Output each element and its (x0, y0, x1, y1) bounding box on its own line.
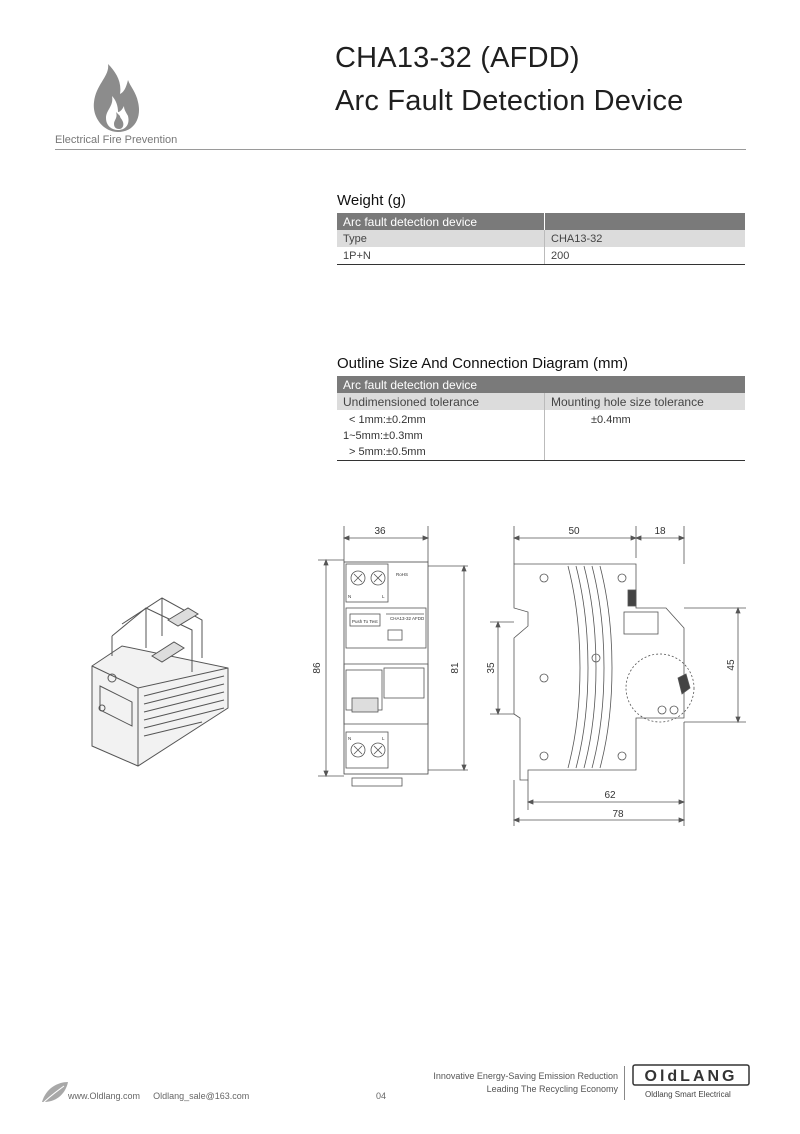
table-cell: Mounting hole size tolerance (545, 393, 746, 410)
dim-width: 36 (374, 526, 386, 537)
dim-left: 35 (486, 662, 497, 674)
weight-table (337, 213, 745, 265)
label-push-test: Push To Test (352, 619, 378, 624)
brand-logo (632, 1063, 750, 1092)
side-view-drawing (488, 518, 750, 830)
brand-subtitle: Oldlang Smart Electrical (645, 1090, 731, 1099)
footer-divider (624, 1066, 625, 1100)
label-n-top: N (348, 594, 352, 599)
outline-header-label: Arc fault detection device (337, 376, 745, 393)
outline-table (337, 376, 745, 461)
product-isometric-image (82, 596, 242, 768)
page-number: 04 (376, 1091, 387, 1101)
outline-section-title: Outline Size And Connection Diagram (mm) (337, 355, 628, 372)
label-n-bottom: N (348, 736, 352, 741)
dim-right: 45 (726, 659, 737, 671)
page-subtitle: Arc Fault Detection Device (335, 85, 684, 117)
dim-height-inner: 81 (450, 662, 461, 674)
table-row (337, 230, 745, 247)
category-label: Electrical Fire Prevention (55, 134, 178, 146)
flame-icon (88, 62, 144, 134)
dim-height-outer: 86 (312, 662, 323, 674)
weight-section-title: Weight (g) (337, 192, 406, 209)
label-rohs: RoHS (396, 572, 409, 577)
email-link[interactable]: Oldlang_sale@163.com (153, 1091, 250, 1101)
label-type: AFDD (412, 616, 425, 621)
dim-bottom-outer: 78 (612, 809, 624, 820)
tolerance-item: > 5mm:±0.5mm (349, 446, 426, 458)
table-cell: Type (337, 230, 545, 247)
mounting-tolerance: ±0.4mm (545, 410, 746, 461)
brand-name: OldLANG (644, 1068, 738, 1085)
dim-bottom-inner: 62 (604, 790, 616, 801)
leaf-icon (40, 1080, 70, 1106)
brand-logo-mark (632, 1063, 750, 1087)
tolerance-item: < 1mm:±0.2mm (349, 414, 426, 426)
header-divider (55, 149, 746, 150)
label-l-top: L (382, 594, 385, 599)
page-title: CHA13-32 (AFDD) (335, 42, 580, 74)
table-row (337, 247, 745, 265)
dim-top-right: 18 (654, 526, 666, 537)
table-cell: 1P+N (337, 247, 545, 265)
weight-table-header (337, 213, 745, 230)
label-l-bottom: L (382, 736, 385, 741)
outline-table-header (337, 376, 745, 393)
tolerance-item: 1~5mm:±0.3mm (343, 430, 423, 442)
table-cell: 200 (545, 247, 746, 265)
table-cell: CHA13-32 (545, 230, 746, 247)
footer-tagline (430, 1070, 618, 1096)
website-link[interactable]: www.Oldlang.com (68, 1091, 141, 1101)
table-row (337, 393, 745, 410)
label-model: CHA13-32 (390, 616, 412, 621)
table-row (337, 410, 745, 461)
front-view-drawing (308, 518, 468, 790)
tagline-line2: Leading The Recycling Economy (486, 1084, 618, 1094)
footer-contact (68, 1091, 249, 1101)
dim-top-left: 50 (568, 526, 580, 537)
weight-header-label: Arc fault detection device (337, 213, 545, 230)
tagline-line1: Innovative Energy-Saving Emission Reduction (433, 1071, 618, 1081)
table-cell: Undimensioned tolerance (337, 393, 545, 410)
